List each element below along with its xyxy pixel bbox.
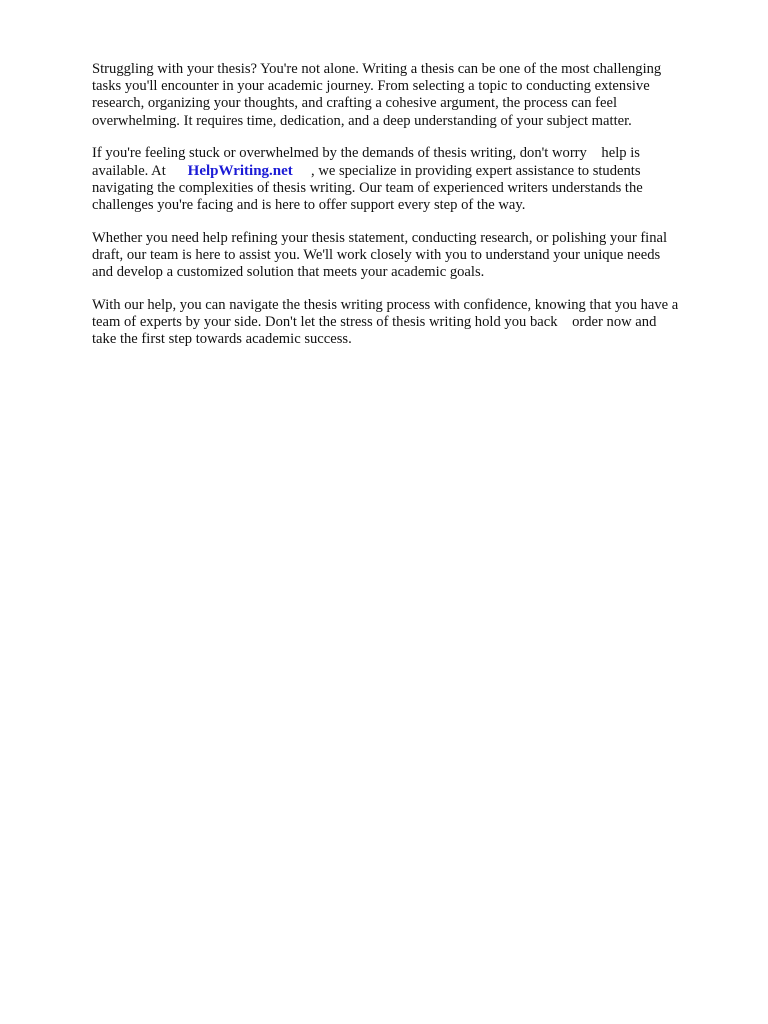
- text-line: and develop a customized solution that meets your academic goals.: [92, 264, 485, 281]
- text-line: draft, our team is here to assist you. We'll work closely with you to understand your unique needs: [92, 246, 661, 263]
- text-line: Whether you need help refining your thesis statement, conducting research, or polishing your final: [92, 229, 668, 246]
- paragraph-assist: [92, 230, 732, 282]
- text-line: Struggling with your thesis? You're not alone. Writing a thesis can be one of the most challenging: [92, 61, 662, 77]
- text-line: challenges you're facing and is here to offer support every step of the way.: [92, 196, 526, 213]
- helpwriting-link[interactable]: HelpWriting.net: [187, 162, 293, 179]
- text-line: tasks you'll encounter in your academic journey. From selecting a topic to conducting extensive: [92, 78, 650, 95]
- text-segment: available. At: [92, 162, 188, 179]
- paragraph-service: [92, 145, 732, 214]
- text-line: With our help, you can navigate the thesis writing process with confidence, knowing that you have a: [92, 296, 679, 313]
- text-line: take the first step towards academic success.: [92, 331, 352, 348]
- text-line: research, organizing your thoughts, and crafting a cohesive argument, the process can feel: [92, 95, 618, 112]
- text-line-with-link: [92, 163, 732, 180]
- text-segment: , we specialize in providing expert assistance to students: [292, 162, 641, 179]
- text-line: If you're feeling stuck or overwhelmed by the demands of thesis writing, don't worry help is: [92, 145, 640, 162]
- paragraph-closing: [92, 297, 732, 349]
- text-line: overwhelming. It requires time, dedication, and a deep understanding of your subject matter.: [92, 112, 632, 129]
- document-page: [92, 61, 732, 364]
- paragraph-intro: [92, 61, 732, 130]
- text-line: navigating the complexities of thesis writing. Our team of experienced writers understands the: [92, 179, 643, 196]
- text-line: team of experts by your side. Don't let the stress of thesis writing hold you back order now and: [92, 313, 657, 330]
